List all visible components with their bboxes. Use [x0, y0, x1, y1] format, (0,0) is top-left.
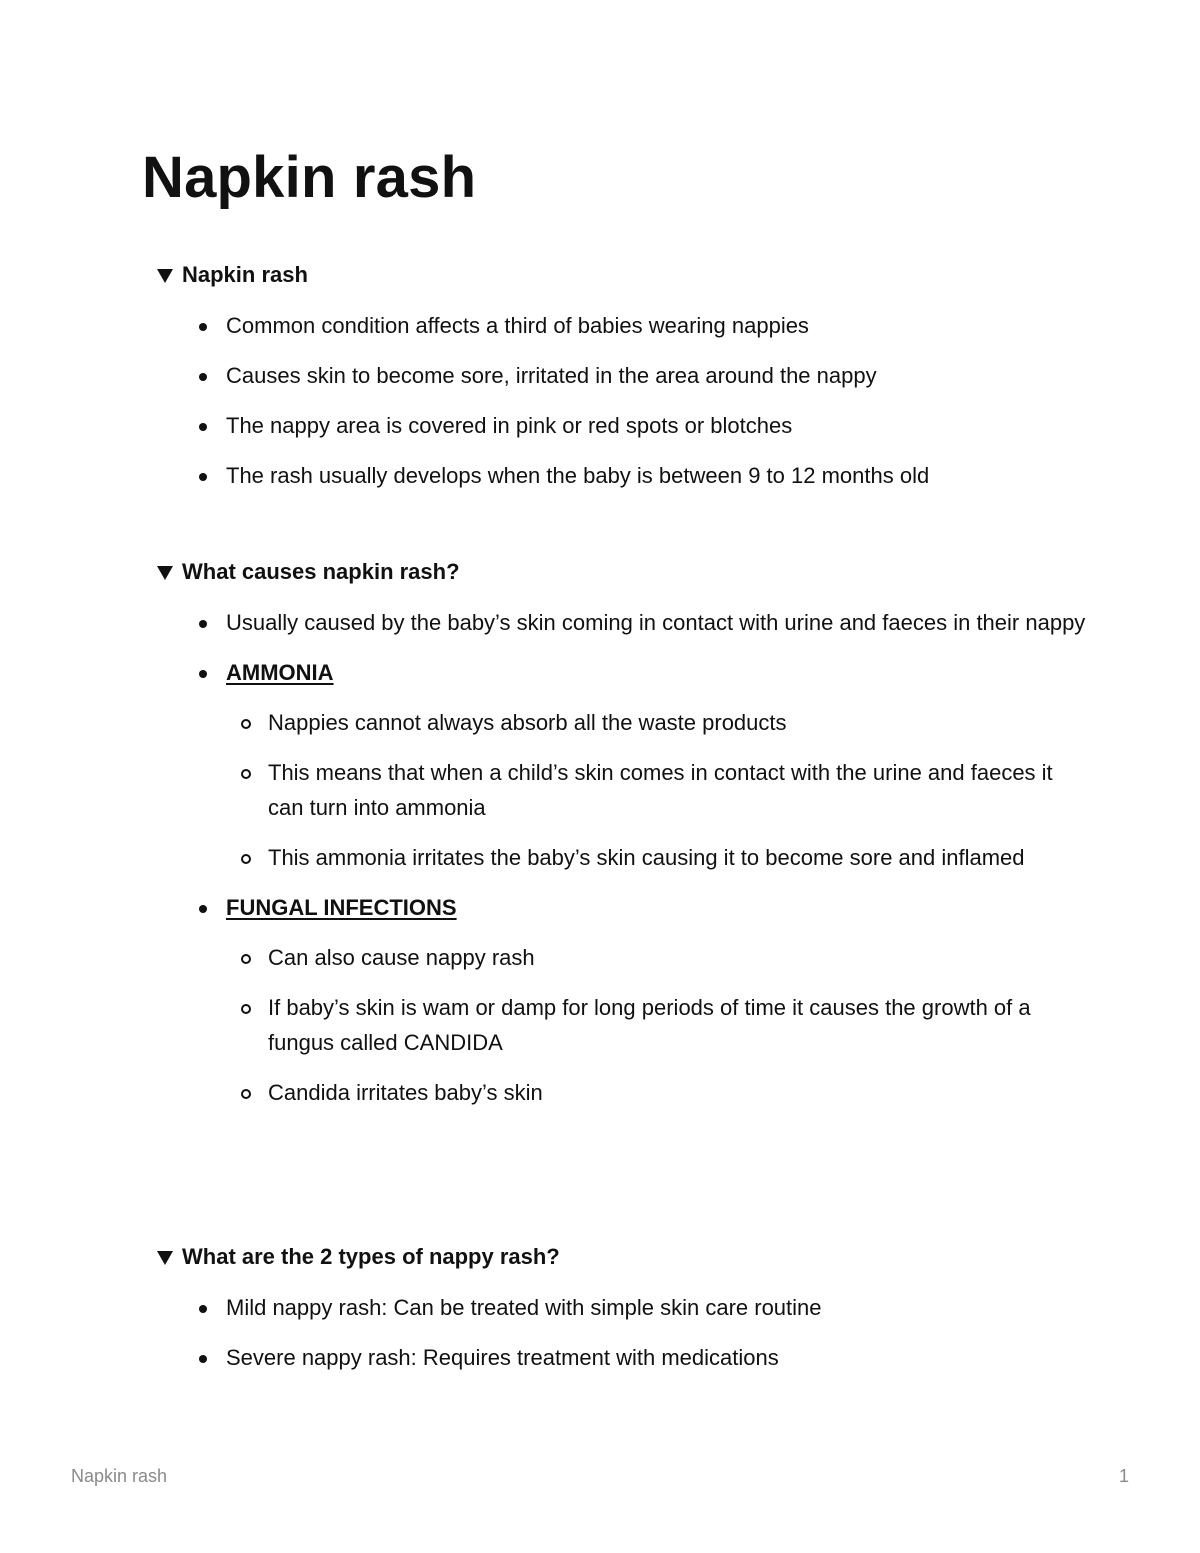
toggle-section-causes: [157, 555, 1087, 1125]
list-item-ammonia: [157, 655, 1087, 875]
list-item: Severe nappy rash: Requires treatment with medications: [157, 1340, 1087, 1375]
hollow-bullet-icon: [241, 1004, 251, 1014]
toggle-section-types: [157, 1240, 1087, 1390]
triangle-down-icon[interactable]: [157, 566, 173, 580]
hollow-bullet-icon: [241, 1089, 251, 1099]
bullet-icon: [199, 670, 207, 678]
bullet-icon: [199, 323, 207, 331]
toggle-header[interactable]: [157, 1240, 1087, 1274]
sub-list-item: This ammonia irritates the baby’s skin causing it to become sore and inflamed: [226, 840, 1087, 875]
page-title: Napkin rash: [142, 145, 477, 210]
list-item: Usually caused by the baby’s skin coming in contact with urine and faeces in their nappy: [157, 605, 1087, 640]
sub-list-item: Can also cause nappy rash: [226, 940, 1087, 975]
page-number: 1: [1118, 1466, 1129, 1486]
bullet-icon: [199, 1305, 207, 1313]
toggle-header[interactable]: [157, 258, 1087, 292]
sub-list-item: Candida irritates baby’s skin: [226, 1075, 1087, 1110]
sub-list-item: Nappies cannot always absorb all the waste products: [226, 705, 1087, 740]
list-item: Causes skin to become sore, irritated in the area around the nappy: [157, 358, 1087, 393]
bullet-icon: [199, 620, 207, 628]
bullet-list: [157, 308, 1087, 493]
bullet-icon: [199, 905, 207, 913]
toggle-heading: Napkin rash: [182, 262, 308, 287]
triangle-down-icon[interactable]: [157, 1251, 173, 1265]
bullet-icon: [199, 1355, 207, 1363]
sub-list-item: This means that when a child’s skin comes in contact with the urine and faeces it can turn into ammonia: [226, 755, 1087, 825]
bullet-list: [157, 1290, 1087, 1375]
triangle-down-icon[interactable]: [157, 269, 173, 283]
list-item: Common condition affects a third of babies wearing nappies: [157, 308, 1087, 343]
toggle-heading: What causes napkin rash?: [182, 559, 460, 584]
toggle-section-napkin-rash: [157, 258, 1087, 508]
bullet-icon: [199, 373, 207, 381]
hollow-bullet-icon: [241, 719, 251, 729]
sub-bullet-list: [226, 705, 1087, 875]
sub-list-item: If baby’s skin is wam or damp for long periods of time it causes the growth of a fungus called CANDIDA: [226, 990, 1087, 1060]
footer-title: Napkin rash: [71, 1466, 168, 1486]
list-item-fungal: [157, 890, 1087, 1110]
toggle-heading: What are the 2 types of nappy rash?: [182, 1244, 560, 1269]
bullet-icon: [199, 423, 207, 431]
list-item: Mild nappy rash: Can be treated with simple skin care routine: [157, 1290, 1087, 1325]
bullet-list: [157, 605, 1087, 1110]
list-item: The nappy area is covered in pink or red spots or blotches: [157, 408, 1087, 443]
subheading-ammonia: AMMONIA: [226, 660, 334, 685]
bullet-icon: [199, 473, 207, 481]
list-item: The rash usually develops when the baby is between 9 to 12 months old: [157, 458, 1087, 493]
subheading-fungal-infections: FUNGAL INFECTIONS: [226, 895, 457, 920]
toggle-header[interactable]: [157, 555, 1087, 589]
hollow-bullet-icon: [241, 954, 251, 964]
sub-bullet-list: [226, 940, 1087, 1110]
hollow-bullet-icon: [241, 854, 251, 864]
hollow-bullet-icon: [241, 769, 251, 779]
